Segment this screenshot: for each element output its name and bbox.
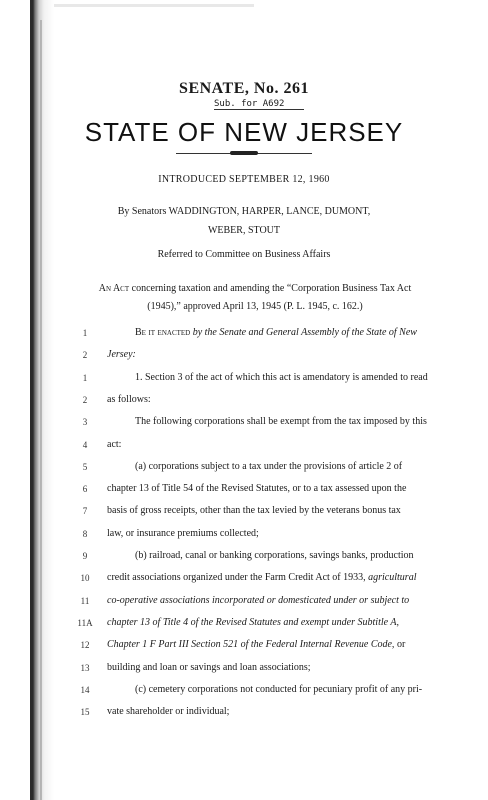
line-number: 8 <box>82 528 88 539</box>
line-text-segment: agricultural <box>368 572 417 584</box>
line-text-segment: Be it enacted <box>135 327 191 338</box>
line-text-segment: chapter 13 of Title 4 of the Revised Statutes and exempt under Subtitle A, <box>107 616 399 628</box>
state-heading: STATE OF NEW JERSEY <box>84 117 404 147</box>
line-number: 10 <box>80 573 90 584</box>
line-text <box>107 393 434 407</box>
line-text <box>135 549 434 563</box>
line-text-segment: chapter 13 of Title 54 of the Revised Statutes, or to a tax assessed upon the <box>107 483 407 495</box>
act-line <box>0 705 488 727</box>
line-number: 7 <box>82 506 88 517</box>
line-text <box>107 594 434 608</box>
act-line <box>0 661 488 683</box>
line-number: 5 <box>82 461 88 472</box>
line-number: 1 <box>82 372 88 383</box>
line-number: 2 <box>82 394 88 405</box>
line-number: 15 <box>80 707 90 718</box>
act-line <box>0 638 488 660</box>
line-text-segment: credit associations organized under the Farm Credit Act of 1933, <box>107 572 369 584</box>
substitute-note-text: Sub. for A692 <box>214 99 304 110</box>
line-text <box>107 571 434 585</box>
line-text <box>107 527 434 541</box>
substitute-note <box>214 99 304 109</box>
sponsors-names-1: WADDINGTON, HARPER, LANCE, DUMONT, <box>168 206 371 217</box>
sponsors <box>0 202 488 240</box>
act-line <box>0 504 488 526</box>
act-line <box>0 348 488 370</box>
line-text-segment: basis of gross receipts, other than the tax levied by the veterans bonus tax <box>107 505 401 517</box>
act-title <box>60 280 450 316</box>
line-number: 6 <box>82 484 88 495</box>
line-number: 1 <box>82 328 88 338</box>
line-text <box>107 482 434 496</box>
act-line <box>0 482 488 504</box>
line-text-segment: Jersey: <box>107 349 136 361</box>
act-line <box>0 371 488 393</box>
line-text <box>135 371 434 385</box>
line-text <box>107 661 434 675</box>
line-number: 11A <box>77 617 93 628</box>
line-text <box>107 616 434 630</box>
line-text <box>107 438 434 452</box>
act-line <box>0 326 488 348</box>
line-text <box>135 415 434 429</box>
act-line <box>0 683 488 705</box>
line-text-segment: (c) cemetery corporations not conducted for pecuniary profit of any pri- <box>135 683 423 695</box>
introduced-date: INTRODUCED SEPTEMBER 12, 1960 <box>158 174 330 185</box>
scan-smudge <box>54 4 254 7</box>
sponsors-line-2: WEBER, STOUT <box>207 225 281 236</box>
sponsors-prefix: By Senators <box>117 206 167 217</box>
sponsors-line-1 <box>0 202 488 221</box>
act-title-rest: concerning taxation and amending the “Corporation Business Tax Act <box>131 283 412 294</box>
act-line <box>0 527 488 549</box>
line-text <box>135 683 434 697</box>
line-text-segment: co-operative associations incorporated or domesticated under or subject to <box>107 594 410 606</box>
line-text-segment: vate shareholder or individual; <box>107 706 230 718</box>
line-number: 12 <box>80 640 90 651</box>
line-text-segment: building and loan or savings and loan associations; <box>107 661 311 673</box>
line-text <box>107 638 434 652</box>
line-number: 13 <box>80 662 90 673</box>
line-text-segment: (a) corporations subject to a tax under the provisions of article 2 of <box>135 460 403 472</box>
line-text <box>107 504 434 518</box>
heading-rule-ornament <box>230 151 258 155</box>
act-line <box>0 616 488 638</box>
line-number: 14 <box>80 684 90 695</box>
line-text-segment: by the Senate and General Assembly of the State of New <box>190 327 417 338</box>
line-number: 2 <box>82 350 88 361</box>
act-title-line-1 <box>60 280 450 298</box>
act-line <box>0 571 488 593</box>
line-text-segment: (b) railroad, canal or banking corporations, savings banks, production <box>135 550 414 561</box>
line-number: 11 <box>80 595 90 606</box>
act-line <box>0 393 488 415</box>
line-text-segment: law, or insurance premiums collected; <box>107 527 259 539</box>
line-number: 4 <box>82 439 88 450</box>
line-text-segment: as follows: <box>107 393 151 405</box>
act-line <box>0 549 488 571</box>
line-text-segment: Chapter 1 F Part III Section 521 of the Federal Internal Revenue Code, <box>107 639 395 651</box>
act-line <box>0 594 488 616</box>
act-line <box>0 438 488 460</box>
line-text <box>107 705 434 719</box>
line-text-segment: 1. Section 3 of the act of which this act is amendatory is amended to read <box>135 371 428 383</box>
act-title-line-2: (1945),” approved April 13, 1945 (P. L. 1945, c. 162.) <box>147 301 363 312</box>
line-text <box>135 326 434 340</box>
committee-referral: Referred to Committee on Business Affairs <box>157 249 331 260</box>
act-line <box>0 460 488 482</box>
line-text-segment: The following corporations shall be exempt from the tax imposed by this <box>135 416 427 428</box>
line-text <box>135 460 434 474</box>
line-text-segment: or <box>394 639 406 651</box>
bill-number: SENATE, No. 261 <box>179 80 309 97</box>
line-number: 3 <box>82 417 88 428</box>
act-line <box>0 415 488 437</box>
line-number: 9 <box>82 551 88 561</box>
line-text-segment: act: <box>107 438 122 450</box>
line-text <box>107 348 434 362</box>
act-title-lead: An Act <box>98 283 130 294</box>
